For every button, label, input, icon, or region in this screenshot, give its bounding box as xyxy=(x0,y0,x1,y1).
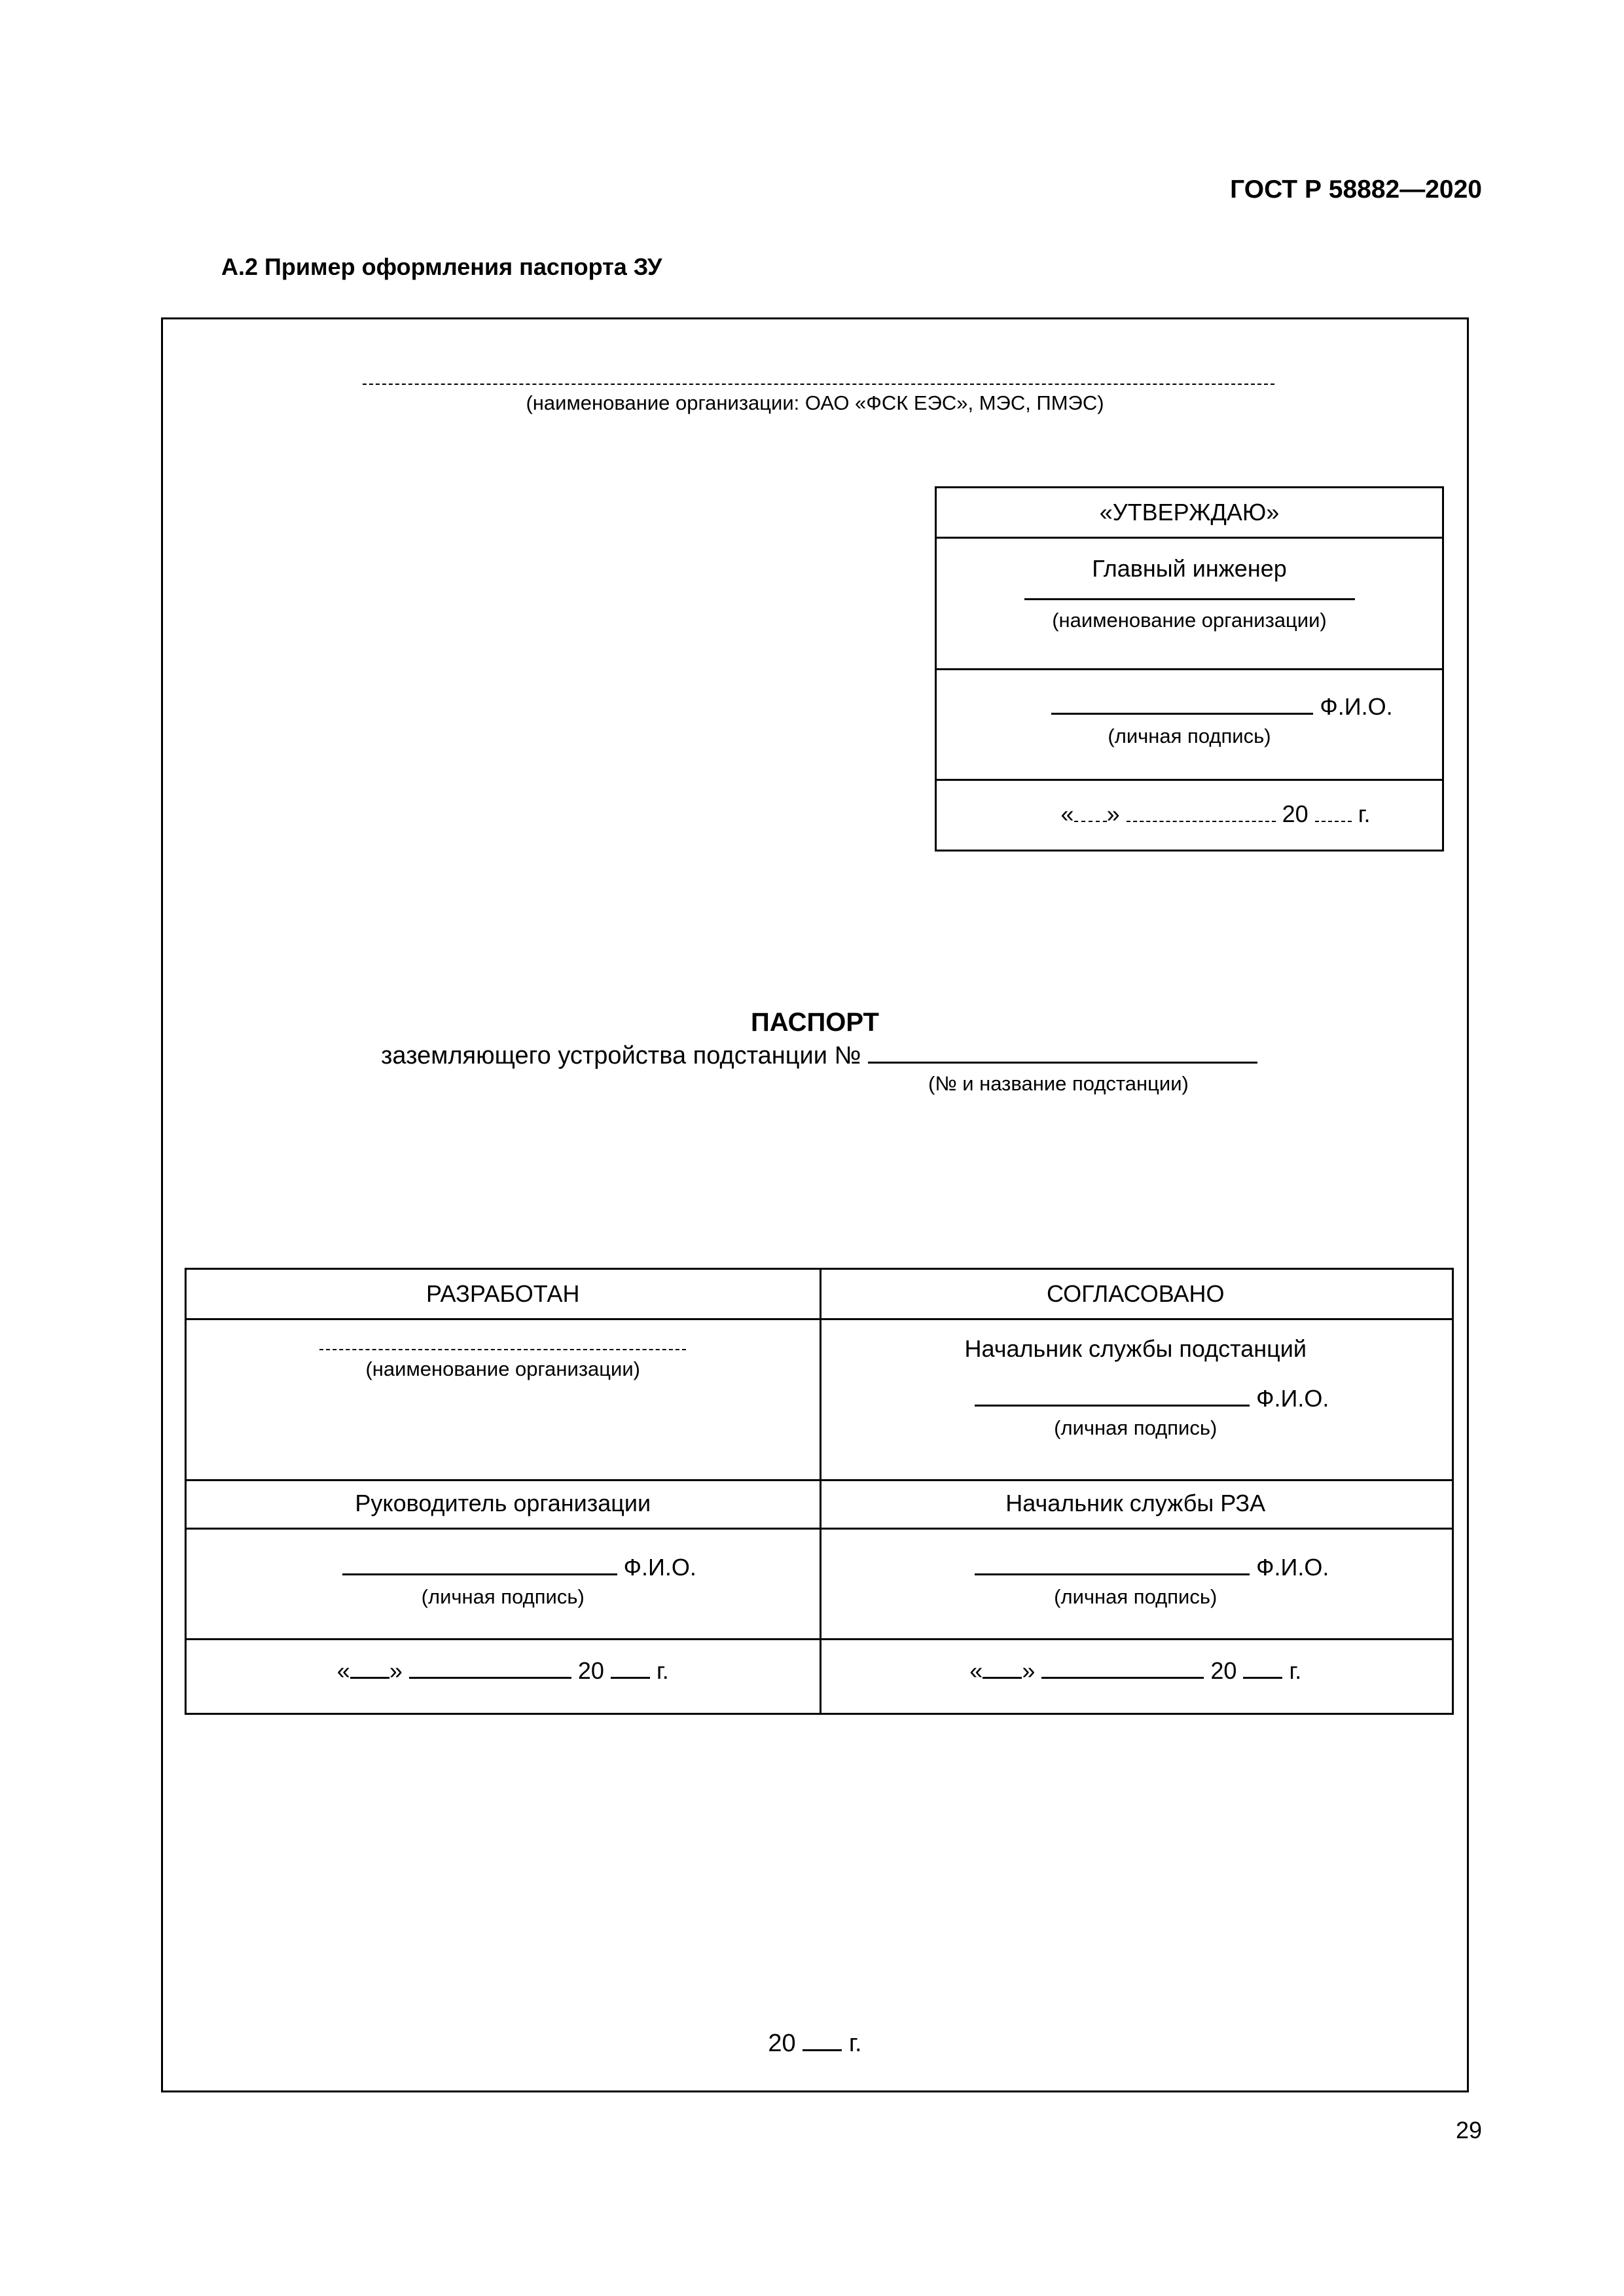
substation-chief-signature-caption: (личная подпись) xyxy=(1054,1416,1218,1439)
substation-blank xyxy=(868,1062,1257,1064)
approval-block xyxy=(935,486,1444,852)
org-head-date: « » 20 г. xyxy=(336,1657,669,1684)
approval-date: « » 20 г. xyxy=(1060,800,1371,827)
fio-label: Ф.И.О. xyxy=(1256,1554,1329,1581)
approval-title-row xyxy=(937,488,1442,539)
document-code: ГОСТ Р 58882—2020 xyxy=(1230,175,1482,204)
org-head-signature-caption: (личная подпись) xyxy=(421,1585,585,1608)
rza-chief-title: Начальник службы РЗА xyxy=(1005,1490,1266,1516)
rza-chief-signature-caption: (личная подпись) xyxy=(1054,1585,1218,1608)
substation-chief-signature-blank xyxy=(975,1405,1250,1407)
approval-position-row xyxy=(937,537,1442,670)
signature-blank xyxy=(1051,713,1313,715)
developer-org-caption: (наименование организации) xyxy=(365,1357,640,1380)
developer-org-blank xyxy=(319,1344,686,1350)
approval-signature-row xyxy=(937,668,1442,781)
org-head-title: Руководитель организации xyxy=(355,1490,651,1516)
org-head-signature-blank xyxy=(342,1573,617,1575)
approval-signature-caption: (личная подпись) xyxy=(1108,725,1271,747)
rza-chief-date: « » 20 г. xyxy=(969,1657,1302,1684)
passport-subtitle: заземляющего устройства подстанции № xyxy=(381,1042,1257,1070)
fio-label: Ф.И.О. xyxy=(1320,693,1393,720)
page-number: 29 xyxy=(1455,2117,1482,2144)
agreed-column xyxy=(820,1270,1453,1713)
approval-date-row xyxy=(937,779,1442,850)
developed-column xyxy=(187,1270,821,1713)
approval-position: Главный инженер xyxy=(1092,555,1287,582)
substation-chief-title: Начальник службы подстанций xyxy=(964,1335,1307,1362)
signoff-table xyxy=(185,1268,1454,1715)
fio-label: Ф.И.О. xyxy=(1256,1385,1329,1412)
approval-title: «УТВЕРЖДАЮ» xyxy=(1099,499,1280,526)
developed-header: РАЗРАБОТАН xyxy=(425,1280,580,1307)
year-blank xyxy=(803,2049,842,2051)
approval-org-caption: (наименование организации) xyxy=(1052,609,1327,632)
rza-chief-signature-blank xyxy=(975,1573,1250,1575)
passport-year: 20 г. xyxy=(768,2030,862,2057)
section-title: А.2 Пример оформления паспорта ЗУ xyxy=(221,253,662,280)
organization-line xyxy=(363,384,1274,385)
organization-blank xyxy=(1024,594,1355,600)
fio-label: Ф.И.О. xyxy=(623,1554,696,1581)
organization-caption: (наименование организации: ОАО «ФСК ЕЭС», МЭС, ПМЭС) xyxy=(526,391,1104,414)
passport-caption: (№ и название подстанции) xyxy=(928,1072,1189,1095)
agreed-header: СОГЛАСОВАНО xyxy=(1046,1280,1225,1307)
passport-title: ПАСПОРТ xyxy=(751,1008,879,1037)
